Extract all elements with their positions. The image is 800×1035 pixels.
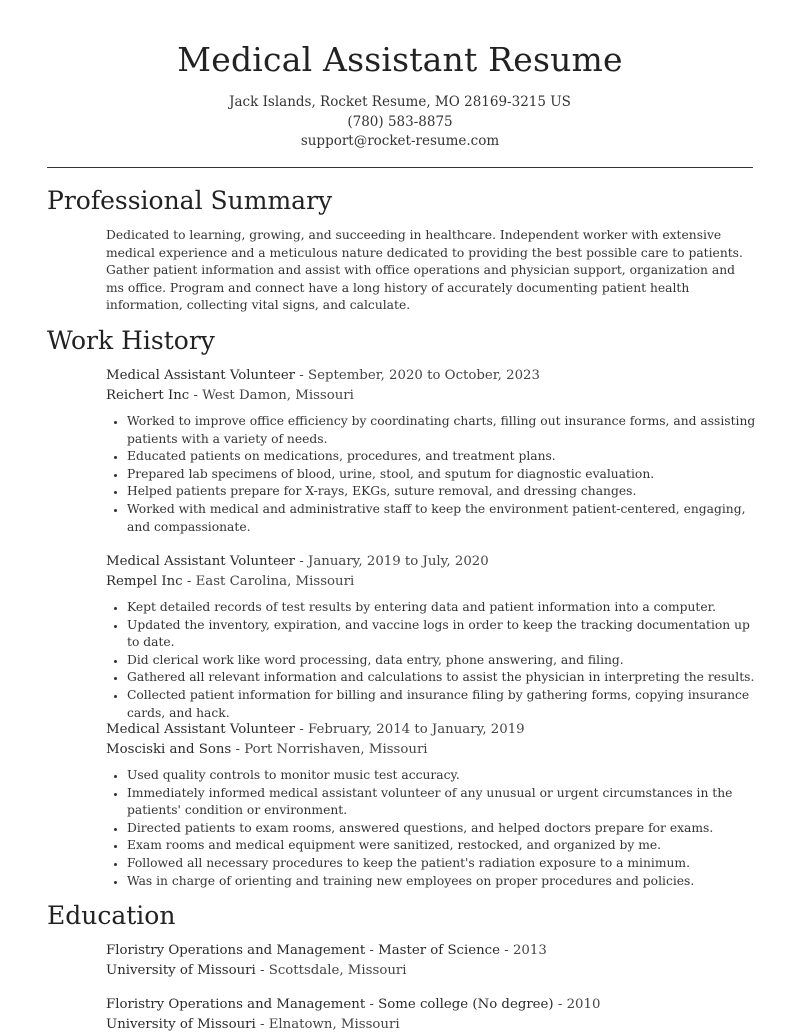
separator: - [365,943,379,958]
job-entry [106,720,758,890]
job-company-line [106,740,758,760]
job-bullet-list [106,413,758,536]
contact-address: Jack Islands, Rocket Resume, MO 28169-3215 US [229,94,571,110]
job-bullet: • Directed patients to exam rooms, answered questions, and helped doctors prepare for exams. [127,820,758,838]
separator: - [255,962,269,978]
education-school-line [106,961,758,981]
education-school-line [106,1015,758,1035]
job-bullet: • Immediately informed medical assistant volunteer of any unusual or urgent circumstances in the patients' condition or environment. [127,785,758,820]
job-location: Port Norrishaven, Missouri [244,741,428,757]
job-dates: September, 2020 to October, 2023 [308,368,540,383]
job-location: East Carolina, Missouri [195,573,355,589]
section-heading-work-history: Work History [47,326,215,355]
job-bullet: • Educated patients on medications, procedures, and treatment plans. [127,448,758,466]
job-bullet-list [106,767,758,890]
section-heading-education: Education [47,901,176,930]
job-bullet: • Kept detailed records of test results by entering data and patient information into a computer. [127,599,758,617]
job-bullet: • Did clerical work like word processing, data entry, phone answering, and filing. [127,652,758,670]
job-company: Mosciski and Sons [106,741,232,757]
job-title-line [106,720,758,740]
job-bullet: • Exam rooms and medical equipment were sanitized, restocked, and organized by me. [127,837,758,855]
education-entry [106,941,758,980]
separator: - [255,1016,269,1032]
job-bullet: • Helped patients prepare for X-rays, EKGs, suture removal, and dressing changes. [127,483,758,501]
job-dates: February, 2014 to January, 2019 [308,722,525,737]
job-company-line [106,572,758,592]
education-field: Floristry Operations and Management [106,997,366,1012]
job-location: West Damon, Missouri [202,387,354,403]
job-bullet: • Collected patient information for billing and insurance filing by gathering forms, copying insurance cards, and hack. [127,687,758,722]
job-title-line [106,366,758,386]
education-degree: Master of Science [378,943,500,958]
job-dates: January, 2019 to July, 2020 [308,554,489,569]
job-bullet: • Gathered all relevant information and calculations to assist the physician in interpreting the results. [127,669,758,687]
job-bullet: • Followed all necessary procedures to keep the patient's radiation exposure to a minimum. [127,855,758,873]
job-bullet: • Was in charge of orienting and training new employees on proper procedures and policies. [127,873,758,891]
job-entry [106,552,758,722]
education-degree: Some college (No degree) [378,997,554,1012]
separator: - [295,722,308,737]
education-field: Floristry Operations and Management [106,943,366,958]
separator: - [295,368,308,383]
section-heading-summary: Professional Summary [47,186,333,215]
job-title: Medical Assistant Volunteer [106,554,296,569]
job-bullet: • Prepared lab specimens of blood, urine, stool, and sputum for diagnostic evaluation. [127,466,758,484]
separator: - [553,997,567,1012]
job-title: Medical Assistant Volunteer [106,368,296,383]
resume-title: Medical Assistant Resume [177,40,623,79]
education-school: University of Missouri [106,962,256,978]
education-school: University of Missouri [106,1016,256,1032]
education-degree-line [106,941,758,961]
education-entry [106,995,758,1034]
separator: - [365,997,379,1012]
contact-email: support@rocket-resume.com [300,133,500,149]
job-company: Rempel Inc [106,573,183,589]
job-title-line [106,552,758,572]
separator: - [182,573,196,589]
job-bullet: • Worked with medical and administrative staff to keep the environment patient-centered, engaging, and compassionate. [127,501,758,536]
education-location: Scottsdale, Missouri [268,962,407,978]
separator: - [500,943,513,958]
education-year: 2013 [512,943,547,958]
summary-paragraph: Dedicated to learning, growing, and succeeding in healthcare. Independent worker with extensive medical experience and a meticulous nature dedicated to providing the best possible care to patients. Gather patient information and assist with office operations and physician support, organization and ms office. Program and connect have a long history of accurately documenting patient health information, collecting vital signs, and calculate. [106,228,743,313]
job-title: Medical Assistant Volunteer [106,722,296,737]
education-location: Elnatown, Missouri [268,1016,400,1032]
job-bullet: • Updated the inventory, expiration, and vaccine logs in order to keep the tracking documentation up to date. [127,617,758,652]
education-degree-line [106,995,758,1015]
job-company: Reichert Inc [106,387,190,403]
contact-block [0,93,800,152]
education-year: 2010 [566,997,601,1012]
job-entry [106,366,758,536]
job-bullet-list [106,599,758,722]
job-bullet: • Worked to improve office efficiency by coordinating charts, filling out insurance forms, and assisting patients with a variety of needs. [127,413,758,448]
separator: - [189,387,203,403]
job-bullet: • Used quality controls to monitor music test accuracy. [127,767,758,785]
header-divider [47,167,753,168]
separator: - [231,741,245,757]
contact-phone: (780) 583-8875 [347,113,453,130]
separator: - [295,554,308,569]
job-company-line [106,386,758,406]
